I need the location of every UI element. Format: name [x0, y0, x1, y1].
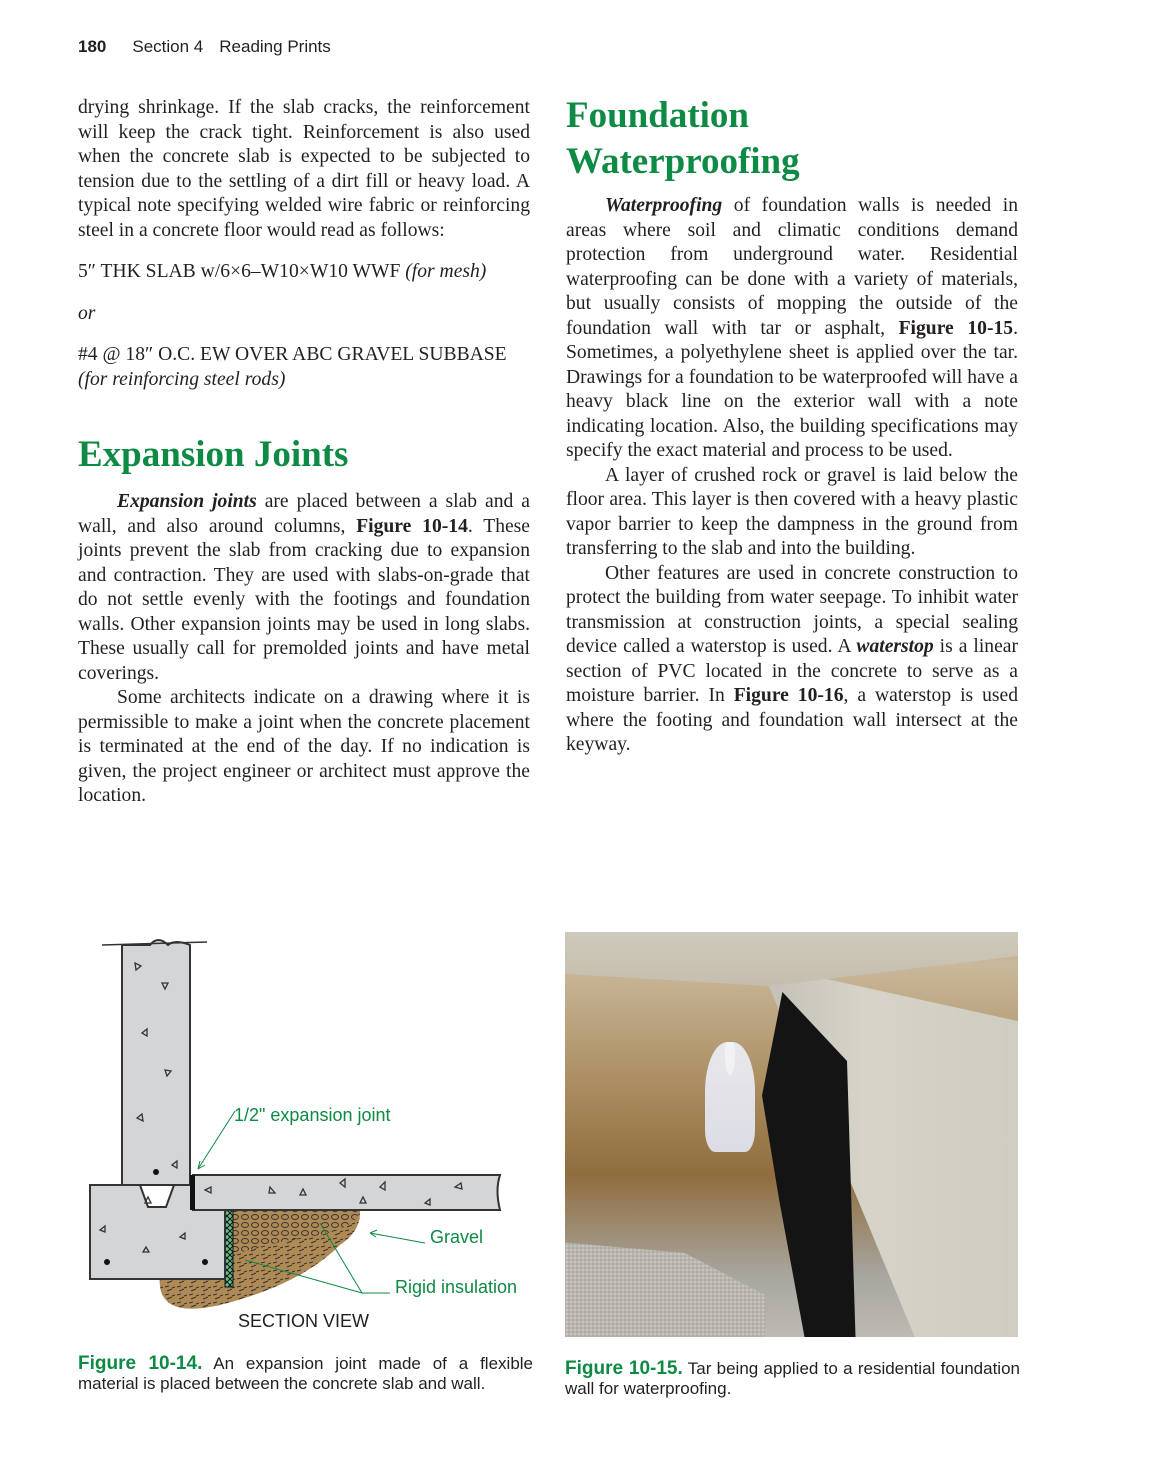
note-mesh	[78, 260, 530, 285]
left-column	[78, 96, 530, 809]
figure-ref: Figure 10-15	[898, 317, 1014, 339]
paragraph	[78, 490, 530, 686]
heading-expansion-joints: Expansion Joints	[78, 434, 349, 475]
text: , a waterstop is used where the footing and foundation wall intersect at the keyway.	[566, 685, 1018, 755]
caption-text: Tar being applied to a residential foundation wall for waterproofing.	[565, 1359, 1020, 1398]
note-steel	[78, 343, 530, 392]
expansion-joint	[190, 1175, 195, 1210]
term: Expansion joints	[117, 491, 257, 512]
or-text: or	[78, 302, 96, 324]
text: are placed between a slab and a wall, and also around columns,	[78, 491, 531, 537]
note-or	[78, 302, 530, 327]
heading-line: Waterproofing	[566, 141, 800, 182]
figure-10-14-caption	[78, 1354, 533, 1394]
paragraph	[566, 194, 1018, 464]
paragraph	[566, 562, 1018, 758]
section-title: Reading Prints	[219, 37, 331, 56]
worker-figure	[705, 1042, 755, 1152]
paragraph: Some architects indicate on a drawing where it is permissible to make a joint when the concrete placement is terminated at the end of the day. If no indication is given, the project engineer or architect must approve the location.	[78, 687, 530, 806]
text: of foundation walls is needed in areas where soil and climatic conditions demand protection from underground water. Residential waterproofing can be done with a variety of materials, but usually consists of mopping the outside of the foundation wall with tar or asphalt,	[566, 195, 1018, 339]
caption-label: Figure 10-14.	[78, 1353, 203, 1374]
text: . These joints prevent the slab from cracking due to expansion and contraction. They are used with slabs-on-grade that do not settle evenly with the footings and foundation walls. Other expansion joints may be used in long slabs. These usually call for premolded joints and have metal coverings.	[78, 515, 531, 684]
figure-ref: Figure 10-14	[356, 515, 468, 537]
term: Waterproofing	[605, 195, 723, 216]
note-text: #4 @ 18″ O.C. EW OVER ABC GRAVEL SUBBASE	[78, 344, 507, 365]
label-expansion-joint: 1/2" expansion joint	[234, 1105, 391, 1125]
text: Other features are used in concrete construction to protect the building from water seepage. To inhibit water transmission at construction joints, a special sealing device called a waterstop is used. A	[566, 562, 1018, 657]
page-number: 180	[78, 37, 107, 56]
caption-label: Figure 10-15.	[565, 1358, 683, 1379]
paragraph: A layer of crushed rock or gravel is laid below the floor area. This layer is then covered with a heavy plastic vapor barrier to keep the dampness in the ground from transferring to the slab and into the building.	[566, 464, 1018, 559]
waterproofing-photo	[565, 932, 1018, 1337]
running-header	[78, 37, 331, 57]
heading-line: Foundation	[566, 95, 750, 136]
term: waterstop	[856, 636, 934, 657]
note-italic: (for reinforcing steel rods)	[78, 368, 286, 390]
label-rigid-insulation: Rigid insulation	[395, 1277, 518, 1297]
label-gravel: Gravel	[430, 1227, 484, 1247]
figure-10-15-caption	[565, 1359, 1020, 1399]
slab	[193, 1175, 500, 1210]
heading-foundation-waterproofing	[566, 93, 1018, 185]
right-column	[566, 93, 1018, 758]
caption-text: An expansion joint made of a flexible material is placed between the concrete slab and wall.	[78, 1354, 533, 1393]
note-text: 5″ THK SLAB w/6×6–W10×W10 WWF	[78, 261, 406, 282]
note-italic: (for mesh)	[405, 261, 487, 282]
foundation-wall	[122, 940, 190, 1185]
section-label: Section 4	[132, 37, 204, 56]
text: . Sometimes, a polyethylene sheet is applied over the tar. Drawings for a foundation to be waterproofed will have a heavy black line on the exterior wall with a note indicating location. Also, the building specifications may specify the exact material and process to be used.	[566, 317, 1018, 461]
label-section-view: SECTION VIEW	[238, 1311, 370, 1331]
paragraph: drying shrinkage. If the slab cracks, the reinforcement will keep the crack tight. Reinforcement is also used when the concrete slab is expected to be subjected to tension due to the settling of a dirt fill or heavy load. A typical note specifying welded wire fabric or reinforcing steel in a concrete floor would read as follows:	[78, 97, 530, 241]
figure-ref: Figure 10-16	[733, 685, 844, 706]
text: is a linear section of PVC located in the concrete to serve as a moisture barrier. In	[566, 636, 1018, 706]
section-view-diagram	[80, 925, 540, 1345]
